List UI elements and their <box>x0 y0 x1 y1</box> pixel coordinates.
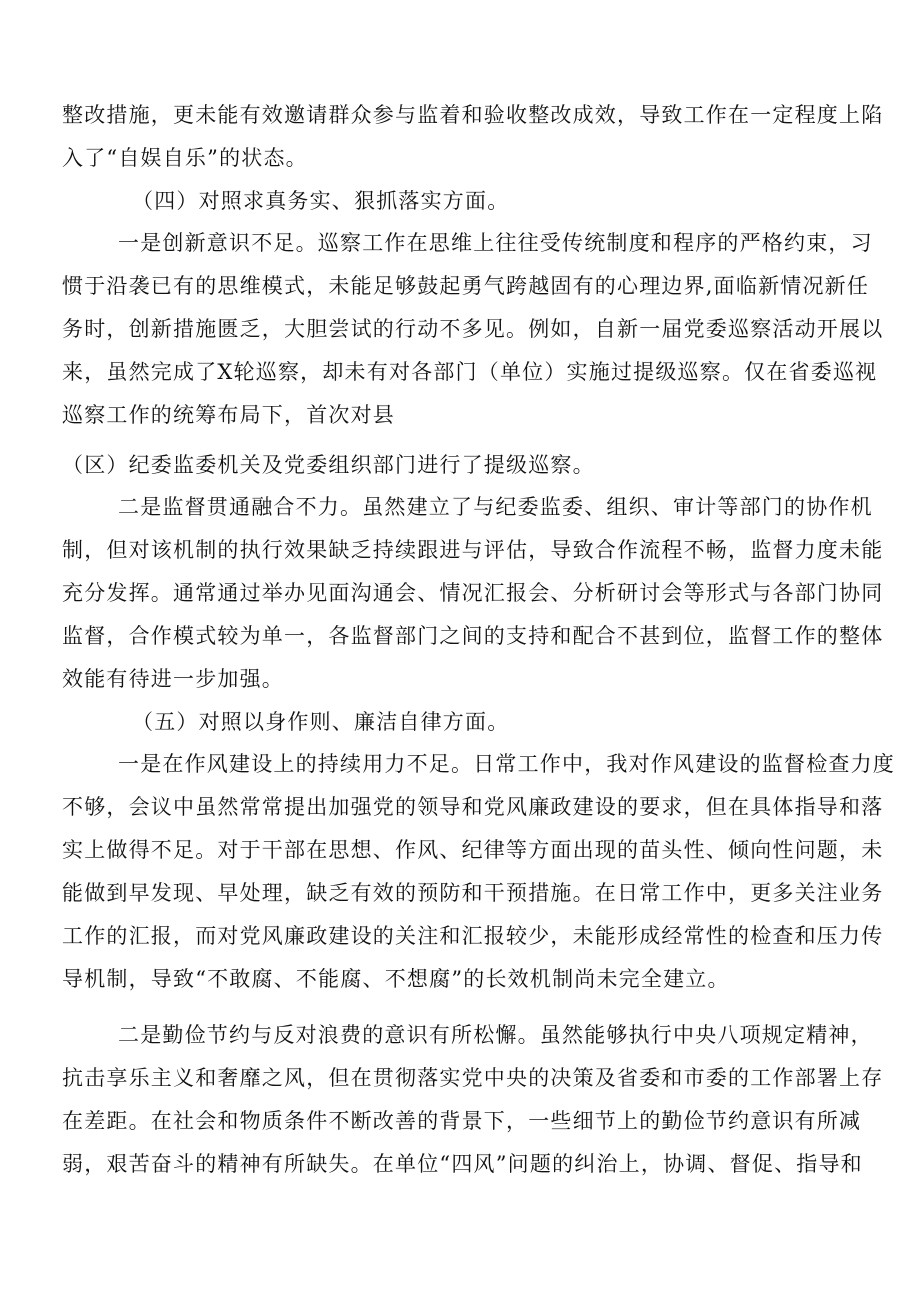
text-line: 在差距。在社会和物质条件不断改善的背景下，一些细节上的勤俭节约意识有所减 <box>62 1109 862 1133</box>
text-line: 整改措施，更未能有效邀请群众参与监着和验收整改成效，导致工作在一定程度上陷 <box>62 103 884 127</box>
text-line: 巡察工作的统筹布局下，首次对县 <box>62 403 395 427</box>
text-line: 二是勤俭节约与反对浪费的意识有所松懈。虽然能够执行中央八项规定精神， <box>118 1023 873 1047</box>
text-line: 二是监督贯通融合不力。虽然建立了与纪委监委、组织、审计等部门的协作机 <box>118 495 873 519</box>
text-line: 入了“自娱自乐”的状态。 <box>62 146 308 170</box>
text-line: 来，虽然完成了X轮巡察，却未有对各部门（单位）实施过提级巡察。仅在省委巡视 <box>62 360 878 384</box>
text-line: （区）纪委监委机关及党委组织部门进行了提级巡察。 <box>62 453 595 477</box>
text-line: 弱，艰苦奋斗的精神有所缺失。在单位“四风”问题的纠治上，协调、督促、指导和 <box>62 1152 863 1176</box>
text-line: 充分发挥。通常通过举办见面沟通会、情况汇报会、分析研讨会等形式与各部门协同 <box>62 581 884 605</box>
text-line: 惯于沿袭已有的思维模式，未能足够鼓起勇气跨越固有的心理边界,面临新情况新任 <box>62 274 870 298</box>
section-heading: （五）对照以身作则、廉洁自律方面。 <box>132 710 510 734</box>
text-line: 一是在作风建设上的持续用力不足。日常工作中，我对作风建设的监督检查力度 <box>118 752 895 776</box>
text-line: 能做到早发现、早处理，缺乏有效的预防和干预措施。在日常工作中，更多关注业务 <box>62 881 884 905</box>
text-line: 务时，创新措施匮乏，大胆尝试的行动不多见。例如，自新一届党委巡察活动开展以 <box>62 317 884 341</box>
text-line: 工作的汇报，而对党风廉政建设的关注和汇报较少，未能形成经常性的检查和压力传 <box>62 924 884 948</box>
section-heading: （四）对照求真务实、狠抓落实方面。 <box>132 189 510 213</box>
text-line: 不够，会议中虽然常常提出加强党的领导和党风廉政建设的要求，但在具体指导和落 <box>62 795 884 819</box>
text-line: 一是创新意识不足。巡察工作在思维上往往受传统制度和程序的严格约束，习 <box>118 231 873 255</box>
text-line: 制，但对该机制的执行效果缺乏持续跟进与评估，导致合作流程不畅，监督力度未能 <box>62 538 884 562</box>
text-line: 导机制，导致“不敢腐、不能腐、不想腐”的长效机制尚未完全建立。 <box>62 967 730 991</box>
text-line: 抗击享乐主义和奢靡之风，但在贯彻落实党中央的决策及省委和市委的工作部署上存 <box>62 1066 884 1090</box>
text-line: 实上做得不足。对于干部在思想、作风、纪律等方面出现的苗头性、倾向性问题，未 <box>62 838 884 862</box>
text-line: 效能有待进一步加强。 <box>62 667 284 691</box>
text-line: 监督，合作模式较为单一，各监督部门之间的支持和配合不甚到位，监督工作的整体 <box>62 624 884 648</box>
